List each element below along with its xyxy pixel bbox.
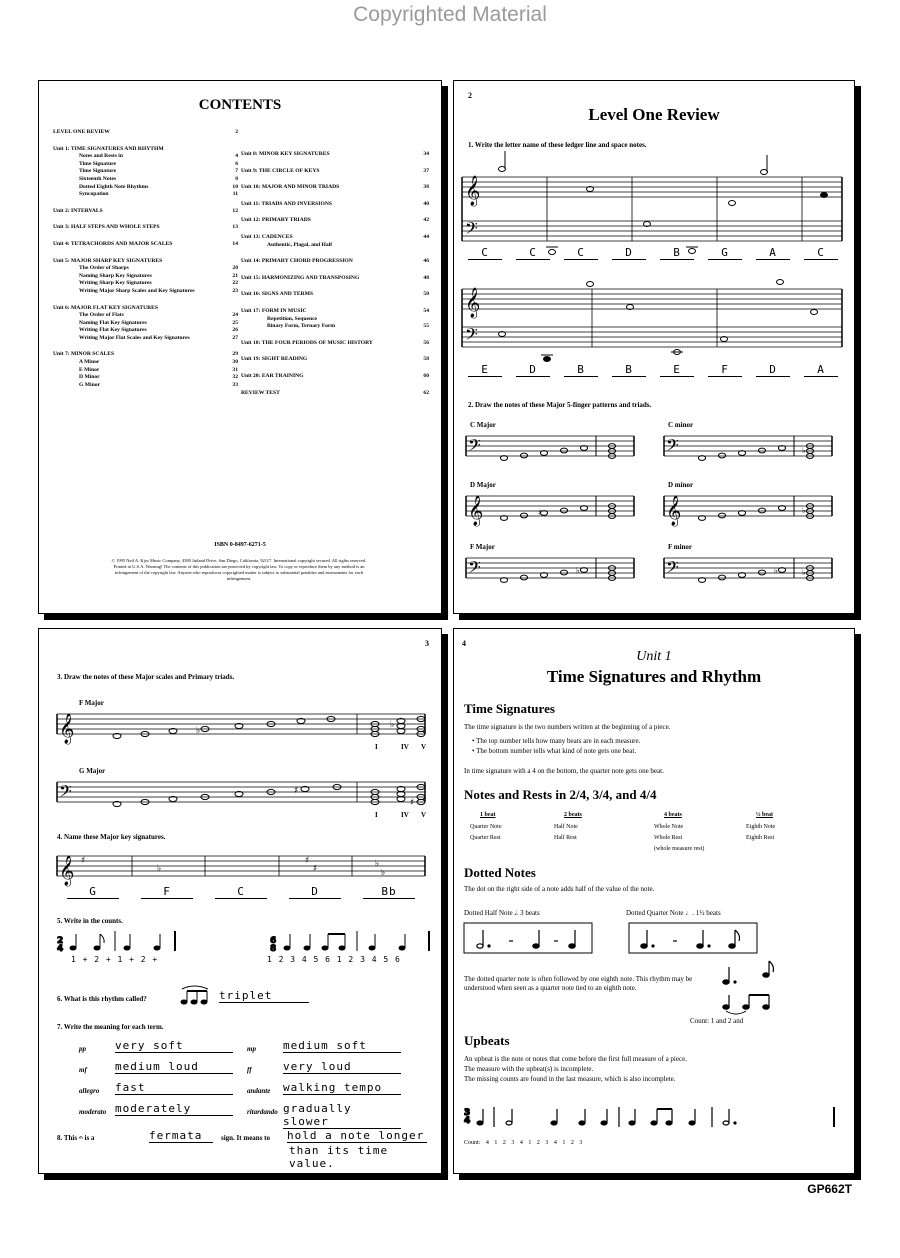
triplet-answer: triplet — [219, 989, 309, 1003]
toc-page: 21 — [232, 272, 238, 279]
term-meaning: very loud — [283, 1060, 401, 1074]
answer-letter: B — [660, 246, 694, 260]
question-1: 1. Write the letter name of these ledger line and space notes. — [468, 141, 647, 149]
pattern-label: D minor — [668, 481, 694, 489]
dotted-quarter-note-icon: ♩. — [685, 909, 695, 917]
answer-letter: D — [516, 363, 550, 377]
roman-numeral: V — [421, 811, 427, 819]
toc-label: Unit 15: HARMONIZING AND TRANSPOSING — [241, 274, 360, 281]
toc-entry — [241, 323, 429, 331]
svg-text:♭: ♭ — [576, 566, 580, 575]
answer-letter: E — [468, 363, 502, 377]
roman-numeral: IV — [401, 811, 409, 819]
toc-label: The Order of Flats — [79, 312, 124, 319]
term-meaning: fast — [115, 1081, 233, 1095]
toc-label: Unit 14: PRIMARY CHORD PROGRESSION — [241, 258, 353, 265]
answer-letter: E — [660, 363, 694, 377]
key-answer: C — [215, 885, 267, 899]
rest-name: Quarter Rest — [470, 835, 501, 841]
toc-label: Authentic, Plagal, and Half — [267, 241, 333, 248]
dotted-half-label — [464, 909, 540, 918]
toc-entry — [53, 374, 238, 382]
toc-label: Writing Major Sharp Scales and Key Signatures — [79, 287, 195, 294]
beats-header: 2 beats — [564, 812, 582, 818]
note-name: Whole Note — [654, 824, 684, 830]
svg-text:♭: ♭ — [390, 720, 395, 730]
toc-page: 48 — [423, 274, 429, 281]
toc-entry — [241, 201, 429, 209]
section-notes-rests: Notes and Rests in 2/4, 3/4, and 4/4 — [464, 787, 657, 802]
svg-text:2: 2 — [57, 936, 64, 946]
toc-page: 62 — [423, 389, 429, 396]
upbeat-rhythm — [464, 1099, 844, 1135]
toc-label: Unit 1: TIME SIGNATURES AND RHYTHM — [53, 145, 164, 152]
toc-entry — [241, 234, 429, 242]
question-4: 4. Name these Major key signatures. — [57, 833, 166, 841]
pattern-label: F Major — [470, 543, 495, 551]
pattern-staff — [664, 553, 836, 583]
toc-page: 14 — [232, 240, 238, 247]
toc-label: Time Signature — [79, 168, 116, 175]
toc-entry — [241, 291, 429, 299]
answer-letter: C — [516, 246, 550, 260]
toc-entry — [241, 217, 429, 225]
toc-label: A Minor — [79, 359, 100, 366]
toc-entry — [241, 151, 429, 159]
section-upbeats: Upbeats — [464, 1033, 510, 1048]
counts-answer-1: 1 + 2 + 1 + 2 + — [71, 955, 159, 964]
toc-label: LEVEL ONE REVIEW — [53, 129, 110, 135]
pattern-label: D Major — [470, 481, 496, 489]
toc-entry — [53, 224, 238, 232]
toc-label: Unit 17: FORM IN MUSIC — [241, 307, 307, 314]
svg-text:♭: ♭ — [381, 868, 386, 878]
toc-label: Syncopation — [79, 191, 109, 198]
toc-left-column — [53, 129, 238, 389]
page-number: 4 — [462, 639, 466, 648]
dotted-rhythm-boxes — [464, 921, 844, 957]
toc-entry — [53, 161, 238, 169]
beats-header: ½ beat — [756, 812, 773, 818]
toc-label: The Order of Sharps — [79, 265, 129, 272]
answer-letter: C — [804, 246, 838, 260]
svg-text:𝄞: 𝄞 — [468, 496, 484, 526]
svg-text:𝄢: 𝄢 — [465, 218, 478, 242]
svg-text:♭: ♭ — [802, 568, 806, 577]
toc-entry — [53, 273, 238, 281]
toc-label: Unit 4: TETRACHORDS AND MAJOR SCALES — [53, 240, 173, 247]
term-label: ritardando — [247, 1108, 278, 1116]
beats-header: 4 beats — [664, 812, 682, 818]
toc-entry — [53, 241, 238, 249]
toc-page: 24 — [232, 312, 238, 319]
pattern-staff — [664, 491, 836, 526]
key-signature-staff — [57, 851, 429, 886]
term-meaning: very soft — [115, 1039, 233, 1053]
upbeat-text-1: An upbeat is the note or notes that come before the first full measure of a piece. — [464, 1055, 687, 1063]
toc-entry — [53, 327, 238, 335]
svg-text:𝄢: 𝄢 — [666, 557, 679, 581]
answer-row-1 — [468, 246, 848, 262]
section-dotted-notes: Dotted Notes — [464, 865, 536, 880]
toc-page: 37 — [423, 167, 429, 174]
toc-label: Repetition, Sequence — [267, 315, 318, 322]
toc-entry — [53, 367, 238, 375]
dotted-quarter-explanation: The dotted quarter note is often followed by one eighth note. This rhythm may be understood when seen as a quarter note tied to an eighth note. — [464, 975, 693, 992]
answer-letter: D — [612, 246, 646, 260]
svg-text:♯: ♯ — [313, 864, 318, 874]
time-sig-text-2: In time signature with a 4 on the bottom, the quarter note gets one beat. — [464, 767, 664, 775]
upbeat-text-3: The missing counts are found in the last measure, which is also incomplete. — [464, 1075, 676, 1083]
toc-label: G Minor — [79, 381, 100, 388]
svg-text:♯: ♯ — [305, 856, 310, 866]
pattern-staff — [466, 491, 638, 526]
toc-page: 8 — [235, 175, 238, 182]
svg-text:♭: ♭ — [802, 446, 806, 455]
toc-entry — [241, 258, 429, 266]
toc-right-column — [241, 151, 429, 397]
answer-letter: C — [468, 246, 502, 260]
q8-meaning-1: hold a note longer — [287, 1129, 427, 1143]
toc-page: 42 — [423, 217, 429, 224]
toc-entry — [241, 373, 429, 381]
term-meaning: gradually slower — [283, 1102, 401, 1129]
toc-entry — [241, 184, 429, 192]
key-answer: F — [141, 885, 193, 899]
dotted-quarter-label — [626, 909, 721, 918]
question-5: 5. Write in the counts. — [57, 917, 123, 925]
dotted-quarter-name: Dotted Quarter Note — [626, 909, 684, 917]
toc-page: 13 — [232, 224, 238, 231]
note-name: Eighth Note — [746, 824, 776, 830]
toc-page: 25 — [232, 319, 238, 326]
toc-page: 34 — [423, 151, 429, 157]
key-answer: Bb — [363, 885, 415, 899]
pattern-staff — [466, 553, 638, 583]
toc-label: Dotted Eighth Note Rhythms — [79, 183, 149, 190]
toc-label: Sixteenth Notes — [79, 175, 117, 182]
q8-text-c: sign. It means to — [221, 1134, 271, 1142]
grand-staff-2 — [462, 279, 846, 369]
toc-page: 29 — [232, 351, 238, 358]
term-meaning: medium soft — [283, 1039, 401, 1053]
toc-label: Unit 6: MAJOR FLAT KEY SIGNATURES — [53, 304, 158, 311]
toc-entry — [53, 191, 238, 199]
toc-entry — [53, 351, 238, 359]
answer-letter: D — [756, 363, 790, 377]
dotted-half-note-icon: 𝅗𝅥. — [514, 909, 519, 917]
toc-entry — [53, 176, 238, 184]
whole-measure-note: (whole measure rest) — [654, 846, 705, 852]
toc-entry — [53, 280, 238, 288]
roman-numeral: IV — [401, 743, 409, 751]
toc-label: E Minor — [79, 366, 100, 373]
pattern-label: F minor — [668, 543, 693, 551]
dotted-half-name: Dotted Half Note — [464, 909, 513, 917]
time-sig-bullet-1: • The top number tells how many beats are in each measure. — [472, 737, 641, 745]
svg-text:𝄢: 𝄢 — [465, 324, 478, 348]
fermata-answer: fermata — [149, 1129, 213, 1143]
toc-label: Unit 9: THE CIRCLE OF KEYS — [241, 167, 320, 174]
time-sig-bullet-2: • The bottom number tells what kind of note gets one beat. — [472, 747, 637, 755]
scale-label-g-major: G Major — [79, 767, 106, 775]
unit-label: Unit 1 — [636, 649, 672, 664]
toc-page: 6 — [235, 160, 238, 167]
toc-label: Writing Sharp Key Signatures — [79, 280, 152, 287]
toc-page: 38 — [423, 184, 429, 191]
toc-entry — [241, 168, 429, 176]
toc-entry — [53, 288, 238, 296]
roman-numeral: I — [375, 743, 378, 751]
answer-letter: G — [708, 246, 742, 260]
toc-entry — [53, 335, 238, 343]
toc-entry — [241, 390, 429, 398]
toc-label: Naming Sharp Key Signatures — [79, 272, 152, 279]
page-number: 3 — [425, 639, 429, 648]
toc-page: 58 — [423, 356, 429, 363]
answer-letter: B — [564, 363, 598, 377]
toc-page: 4 — [235, 153, 238, 160]
time-sig-text: The time signature is the two numbers written at the beginning of a piece. — [464, 723, 671, 731]
answer-letter: B — [612, 363, 646, 377]
review-title: Level One Review — [588, 105, 720, 124]
toc-entry — [241, 316, 429, 324]
toc-entry — [53, 265, 238, 273]
svg-text:♯: ♯ — [81, 856, 86, 866]
copyright-notice: © 1995 Neil A. Kjos Music Company, 4380 Jutland Drive, San Diego, California, 92117. International copyright secured. All rights reserved. Printed in U.S.A. Warning! The contents of this publication are protected by copyright law. To copy or reproduce them by any method is an infringement of the copyright law. Anyone who reproduces copyrighted matter is subject to substantial penalties and assessments for each infringement. — [111, 558, 367, 581]
toc-page: 40 — [423, 200, 429, 207]
rest-name: Half Rest — [554, 835, 577, 841]
roman-numeral: V — [421, 743, 427, 751]
upbeat-text-2: The measure with the upbeat(s) is incomplete. — [464, 1065, 594, 1073]
level-one-review-page — [453, 80, 855, 614]
svg-text:𝄞: 𝄞 — [465, 176, 481, 206]
toc-page: 11 — [232, 191, 238, 198]
fermata-icon: 𝄐 — [78, 1134, 83, 1142]
question-3: 3. Draw the notes of these Major scales and Primary triads. — [57, 673, 235, 681]
toc-page: 20 — [232, 265, 238, 272]
svg-text:♯: ♯ — [294, 786, 299, 796]
term-label: mp — [247, 1045, 256, 1053]
scale-staff-f-major — [57, 709, 429, 754]
toc-entry — [53, 305, 238, 313]
toc-entry — [53, 320, 238, 328]
tied-count-label: Count: 1 and 2 and — [690, 1017, 744, 1025]
toc-page: 50 — [423, 291, 429, 298]
answer-letter: A — [756, 246, 790, 260]
toc-label: Unit 5: MAJOR SHARP KEY SIGNATURES — [53, 257, 163, 264]
scale-label-f-major: F Major — [79, 699, 104, 707]
answer-row-2 — [468, 363, 848, 379]
toc-page: 31 — [232, 366, 238, 373]
svg-text:𝄢: 𝄢 — [468, 435, 481, 459]
svg-text:𝄢: 𝄢 — [468, 557, 481, 581]
toc-label: Unit 11: TRIADS AND INVERSIONS — [241, 200, 332, 207]
toc-label: Unit 16: SIGNS AND TERMS — [241, 291, 314, 298]
toc-label: Unit 7: MINOR SCALES — [53, 351, 115, 358]
svg-text:𝄞: 𝄞 — [59, 714, 75, 744]
note-name: Quarter Note — [470, 824, 502, 830]
copyright-banner: Copyrighted Material — [353, 3, 547, 26]
toc-page: 23 — [232, 287, 238, 294]
toc-label: Writing Major Flat Scales and Key Signatures — [79, 334, 190, 341]
toc-page: 30 — [232, 359, 238, 366]
term-label: ff — [247, 1066, 252, 1074]
rest-name: Whole Rest — [654, 835, 683, 841]
svg-text:𝄢: 𝄢 — [59, 781, 72, 805]
toc-label: Unit 18: THE FOUR PERIODS OF MUSIC HISTORY — [241, 339, 373, 346]
toc-page: 12 — [232, 207, 238, 214]
toc-label: Time Signature — [79, 160, 116, 167]
svg-text:4: 4 — [57, 944, 64, 954]
toc-entry — [241, 340, 429, 348]
svg-text:6: 6 — [270, 936, 277, 946]
svg-text:♯: ♯ — [538, 508, 542, 517]
toc-page: 7 — [235, 168, 238, 175]
svg-text:♭: ♭ — [375, 859, 380, 869]
svg-text:𝄞: 𝄞 — [666, 496, 682, 526]
roman-numeral: I — [375, 811, 378, 819]
toc-entry — [53, 129, 238, 137]
toc-label: Writing Flat Key Signatures — [79, 327, 147, 334]
question-2: 2. Draw the notes of these Major 5-finger patterns and triads. — [468, 401, 652, 409]
toc-label: Unit 3: HALF STEPS AND WHOLE STEPS — [53, 224, 160, 231]
answer-letter: A — [804, 363, 838, 377]
pattern-label: C Major — [470, 421, 496, 429]
svg-text:3: 3 — [464, 1108, 471, 1118]
answer-letter: C — [564, 246, 598, 260]
answer-letter: F — [708, 363, 742, 377]
term-label: allegro — [79, 1087, 100, 1095]
toc-page: 27 — [232, 334, 238, 341]
key-answer: D — [289, 885, 341, 899]
rhythm-counting — [57, 929, 437, 957]
toc-entry — [241, 242, 429, 250]
toc-label: Naming Flat Key Signatures — [79, 319, 147, 326]
toc-entry — [241, 356, 429, 364]
svg-text:8: 8 — [270, 944, 277, 954]
scales-review-page — [38, 628, 442, 1174]
toc-page: 55 — [423, 323, 429, 330]
q8-text-b: is a — [84, 1134, 95, 1142]
contents-title: CONTENTS — [198, 97, 282, 113]
term-label: pp — [79, 1045, 86, 1053]
toc-page: 10 — [232, 183, 238, 190]
dotted-notes-text: The dot on the right side of a note adds half of the value of the note. — [464, 885, 655, 893]
unit-1-page — [453, 628, 855, 1174]
key-answer: G — [67, 885, 119, 899]
toc-entry — [53, 146, 238, 154]
toc-page: 56 — [423, 339, 429, 346]
toc-label: Unit 12: PRIMARY TRIADS — [241, 217, 311, 224]
upbeat-counts: Count: 4 1 2 3 4 1 2 3 4 1 2 3 — [464, 1140, 583, 1146]
dotted-quarter-beats: 1½ beats — [695, 909, 721, 917]
toc-entry — [53, 184, 238, 192]
pattern-label: C minor — [668, 421, 694, 429]
term-label: mf — [79, 1066, 87, 1074]
question-8 — [57, 1134, 94, 1143]
toc-page: 60 — [423, 372, 429, 379]
page-number: 2 — [468, 91, 472, 100]
svg-text:♭: ♭ — [774, 566, 778, 575]
toc-page: 2 — [235, 129, 238, 135]
toc-entry — [241, 275, 429, 283]
toc-label: REVIEW TEST — [241, 389, 280, 396]
term-label: andante — [247, 1087, 271, 1095]
toc-entry — [241, 308, 429, 316]
toc-entry — [53, 258, 238, 266]
toc-label: Binary Form, Ternary Form — [267, 323, 336, 330]
term-meaning: medium loud — [115, 1060, 233, 1074]
toc-page: 22 — [232, 280, 238, 287]
dotted-half-beats: 3 beats — [520, 909, 540, 917]
beats-header: 1 beat — [480, 812, 496, 818]
term-label: moderato — [79, 1108, 107, 1116]
rest-name: Eighth Rest — [746, 835, 775, 841]
toc-label: Unit 19: SIGHT READING — [241, 356, 308, 363]
svg-text:𝄞: 𝄞 — [465, 288, 481, 318]
svg-text:♯: ♯ — [410, 798, 415, 808]
svg-text:𝄢: 𝄢 — [666, 435, 679, 459]
toc-label: Unit 10: MAJOR AND MINOR TRIADS — [241, 184, 340, 191]
q8-text-a: 8. This — [57, 1134, 78, 1142]
unit-title: Time Signatures and Rhythm — [546, 667, 762, 686]
footer-code: GP662T — [807, 1182, 852, 1196]
toc-entry — [53, 153, 238, 161]
section-time-signatures: Time Signatures — [464, 701, 555, 716]
pattern-staff — [466, 431, 638, 461]
svg-text:♭: ♭ — [157, 864, 162, 874]
counts-answer-2: 1 2 3 4 5 6 1 2 3 4 5 6 — [267, 955, 401, 964]
question-6: 6. What is this rhythm called? — [57, 995, 147, 1003]
toc-page: 26 — [232, 327, 238, 334]
toc-label: Unit 13: CADENCES — [241, 233, 293, 240]
scale-staff-g-major — [57, 777, 429, 822]
triplet-icon — [179, 985, 215, 1005]
toc-page: 44 — [423, 233, 429, 240]
svg-text:4: 4 — [464, 1116, 471, 1126]
toc-entry — [53, 359, 238, 367]
term-meaning: walking tempo — [283, 1081, 401, 1095]
toc-entry — [53, 208, 238, 216]
toc-label: Unit 2: INTERVALS — [53, 207, 103, 214]
toc-entry — [53, 382, 238, 390]
term-meaning: moderately — [115, 1102, 233, 1116]
pattern-staff — [664, 431, 836, 461]
question-7: 7. Write the meaning for each term. — [57, 1023, 164, 1031]
note-name: Half Note — [554, 824, 578, 830]
toc-entry — [53, 312, 238, 320]
svg-text:♭: ♭ — [196, 726, 201, 736]
toc-page: 54 — [423, 307, 429, 314]
svg-text:♭: ♭ — [802, 506, 806, 515]
toc-entry — [53, 168, 238, 176]
toc-page: 32 — [232, 374, 238, 381]
isbn: ISBN 0-8497-6271-5 — [214, 542, 266, 548]
toc-label: D Minor — [79, 374, 100, 381]
toc-page: 46 — [423, 258, 429, 265]
q8-meaning-2: than its time value. — [289, 1144, 389, 1170]
svg-text:𝄞: 𝄞 — [59, 856, 75, 886]
toc-page: 33 — [232, 381, 238, 388]
contents-page — [38, 80, 442, 614]
toc-label: Unit 20: EAR TRAINING — [241, 372, 304, 379]
tied-rhythm-example — [716, 967, 796, 1017]
toc-label: Unit 8: MINOR KEY SIGNATURES — [241, 151, 330, 157]
toc-label: Notes and Rests in — [79, 153, 123, 160]
